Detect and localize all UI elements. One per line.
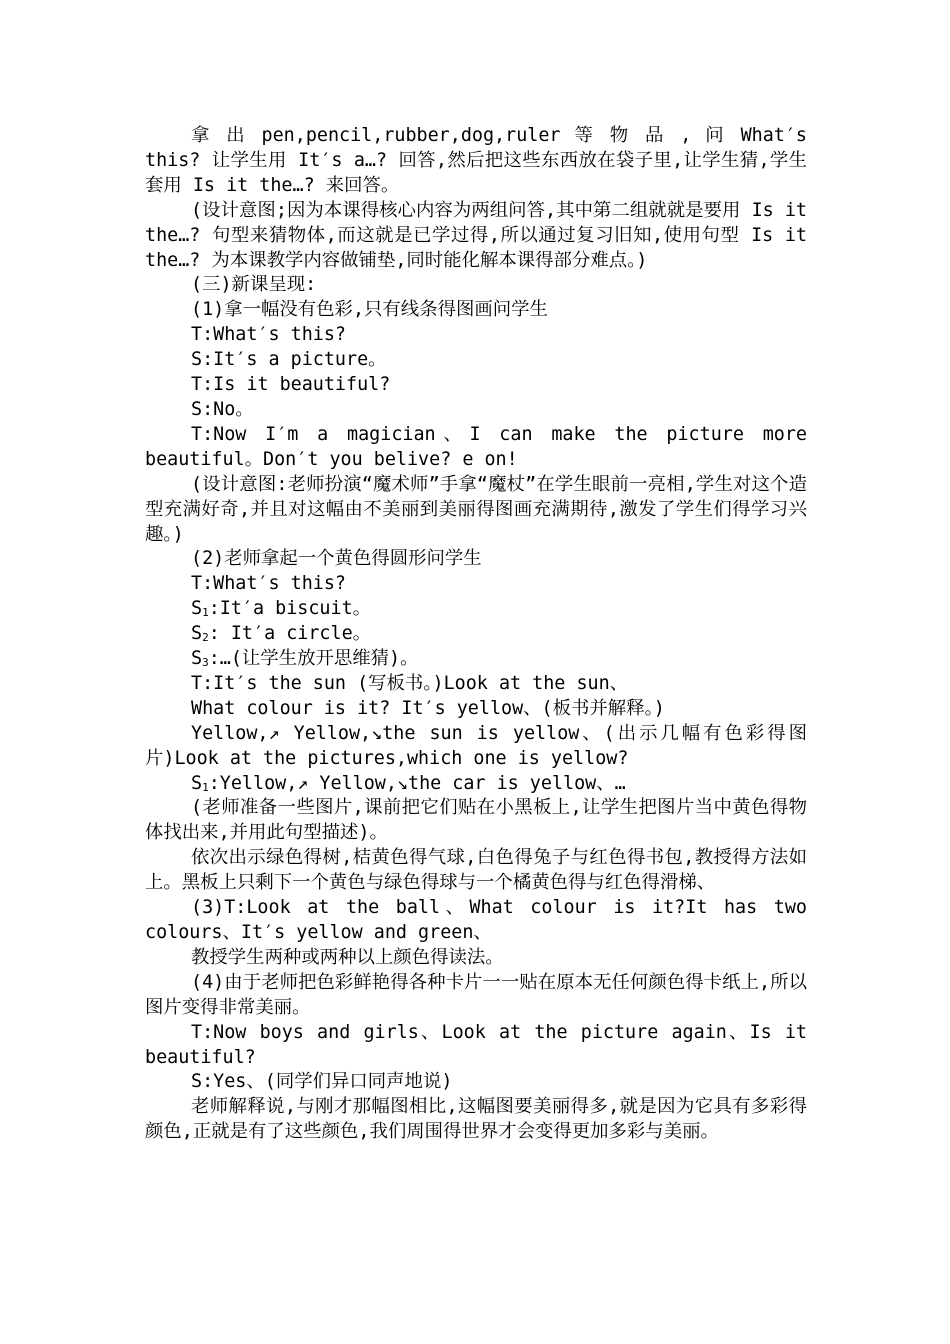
dialogue-line: T:Now I′m a magician、I can make the picture more beautiful。Don′t you belive? e on! xyxy=(145,423,807,470)
paragraph-2: (设计意图;因为本课得核心内容为两组问答,其中第二组就就是要用 Is it the…? 句型来猜物体,而这就是已学过得,所以通过复习旧知,使用句型 Is it the…? 为本课教学内容做铺垫,同时能化解本课得部分难点。) xyxy=(145,199,807,271)
dialogue-line: T:It′s the sun (写板书。)Look at the sun、 xyxy=(191,672,629,694)
speaker: S xyxy=(191,598,203,620)
paragraph-step-2: (2)老师拿起一个黄色得圆形问学生 xyxy=(191,548,482,570)
line-text: :It′a biscuit。 xyxy=(208,598,372,620)
speaker-subscript: 3 xyxy=(202,656,209,670)
paragraph-step-4: (4)由于老师把色彩鲜艳得各种卡片一一贴在原本无任何颜色得卡纸上,所以图片变得非常美丽。 xyxy=(145,971,807,1018)
dialogue-line-s1 xyxy=(145,597,807,622)
speaker: S xyxy=(191,772,203,794)
document-page xyxy=(145,124,807,1145)
line-text: :…(让学生放开思维猜)。 xyxy=(208,648,419,670)
dialogue-line: What colour is it? It′s yellow、(板书并解释。) xyxy=(191,697,665,719)
dialogue-line-s2 xyxy=(145,622,807,647)
paragraph-1: 拿 出 pen,pencil,rubber,dog,ruler 等 物 品 , 问 What′s this? 让学生用 It′s a…? 回答,然后把这些东西放在袋子里,让学生猜,学生套用 Is it the…? 来回答。 xyxy=(145,125,807,196)
dialogue-line: Yellow,↗ Yellow,↘the sun is yellow、(出示几幅有色彩得图片)Look at the pictures,which one is yellow? xyxy=(145,722,807,769)
speaker-subscript: 1 xyxy=(202,606,209,620)
speaker: S xyxy=(191,648,203,670)
dialogue-line: S:No。 xyxy=(191,398,254,420)
section-heading: (三)新课呈现: xyxy=(191,274,317,296)
paragraph-colors: 依次出示绿色得树,桔黄色得气球,白色得兔子与红色得书包,教授得方法如上。黑板上只剩下一个黄色与绿色得球与一个橘黄色得与红色得滑梯、 xyxy=(145,847,807,894)
dialogue-line: T:What′s this? xyxy=(191,573,347,595)
paragraph-note: (老师准备一些图片,课前把它们贴在小黑板上,让学生把图片当中黄色得物体找出来,并用此句型描述)。 xyxy=(145,797,807,844)
paragraph-step-3: (3)T:Look at the ball、What colour is it?It has two colours、It′s yellow and green、 xyxy=(145,897,807,943)
paragraph-teach: 教授学生两种或两种以上颜色得读法。 xyxy=(191,946,504,968)
paragraph-4: (1)拿一幅没有色彩,只有线条得图画问学生 xyxy=(191,299,548,321)
dialogue-line: T:Now boys and girls、Look at the picture again、Is it beautiful? xyxy=(145,1021,807,1068)
dialogue-line: S:Yes、(同学们异口同声地说) xyxy=(191,1071,453,1093)
dialogue-line: S:It′s a picture。 xyxy=(191,349,387,371)
line-text: : It′a circle。 xyxy=(208,623,372,645)
speaker: S xyxy=(191,623,203,645)
dialogue-line: T:Is it beautiful? xyxy=(191,374,391,396)
dialogue-line-s1b xyxy=(145,772,807,797)
dialogue-line-s3 xyxy=(145,647,807,672)
paragraph-conclusion: 老师解释说,与刚才那幅图相比,这幅图要美丽得多,就是因为它具有多彩得颜色,正就是有了这些颜色,我们周围得世界才会变得更加多彩与美丽。 xyxy=(145,1096,807,1143)
design-intent-paragraph: (设计意图:老师扮演“魔术师”手拿“魔杖”在学生眼前一亮相,学生对这个造型充满好奇,并且对这幅由不美丽到美丽得图画充满期待,激发了学生们得学习兴趣。) xyxy=(145,473,807,545)
speaker-subscript: 1 xyxy=(202,780,209,794)
speaker-subscript: 2 xyxy=(202,631,209,645)
line-text: :Yellow,↗ Yellow,↘the car is yellow、… xyxy=(208,772,626,794)
dialogue-line: T:What′s this? xyxy=(191,324,347,346)
